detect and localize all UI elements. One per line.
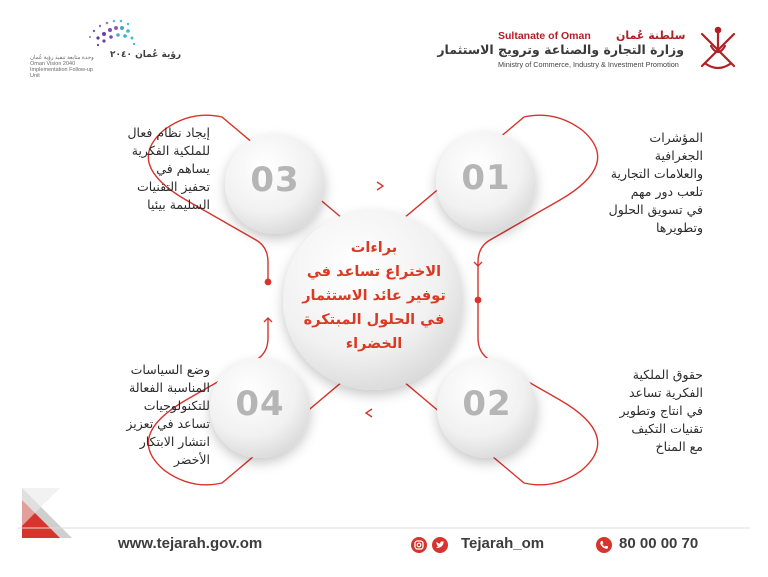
node-number-02: 02 xyxy=(462,384,512,424)
desc-line: انتشار الابتكار xyxy=(139,434,210,449)
desc-line: تحفيز التقنيات xyxy=(136,179,210,194)
ministry-name-ar-full: وزارة التجارة والصناعة وترويج الاستثمار xyxy=(437,42,684,57)
desc-line: وضع السياسات xyxy=(130,362,210,377)
node-description-04 xyxy=(80,361,210,469)
desc-line: يساهم في xyxy=(156,161,210,176)
desc-line: الأخضر xyxy=(173,452,210,467)
arrow-right-top xyxy=(377,182,383,190)
desc-line: للتكنولوجيات xyxy=(143,398,210,413)
desc-line: المناسبة الفعالة xyxy=(129,380,210,395)
arrow-left-bottom xyxy=(366,409,372,417)
ministry-name-en-short: Sultanate of Oman xyxy=(498,30,591,42)
instagram-icon[interactable] xyxy=(411,537,427,553)
node-description-03 xyxy=(80,124,210,214)
node-number-01: 01 xyxy=(461,158,511,198)
desc-line: حقوق الملكية xyxy=(632,367,703,382)
desc-line: الجغرافية xyxy=(654,148,703,163)
node-description-02 xyxy=(553,366,703,456)
desc-line: مع المناخ xyxy=(655,439,703,454)
desc-line: في انتاج وتطوير xyxy=(619,403,703,418)
desc-line: وتطويرها xyxy=(655,220,703,235)
corner-decoration xyxy=(22,488,72,538)
footer-website-link[interactable]: www.tejarah.gov.om xyxy=(118,535,263,552)
center-line: في الحلول المبتكرة xyxy=(303,312,445,328)
desc-line: تلعب دور مهم xyxy=(630,184,703,199)
center-line: الخضراء xyxy=(345,336,403,352)
node-description-01 xyxy=(553,129,703,237)
twitter-icon[interactable] xyxy=(432,537,448,553)
center-line: الاختراع تساعد في xyxy=(306,264,442,280)
desc-line: الفكرية تساعد xyxy=(628,385,703,400)
center-line: براءات xyxy=(350,240,398,256)
vision-2040-logo-graphic xyxy=(89,20,135,46)
node-number-03: 03 xyxy=(250,160,300,200)
desc-line: المؤشرات xyxy=(649,130,703,145)
desc-line: إيجاد نظام فعال xyxy=(127,125,210,140)
ministry-name-ar-short: سلطنة عُمان xyxy=(616,29,686,42)
ministry-name-en-full: Ministry of Commerce, Industry & Investment Promotion xyxy=(498,60,679,69)
node-number-04: 04 xyxy=(235,384,285,424)
phone-icon xyxy=(596,537,612,553)
vision-2040-logo-text: رؤية عُمان ٢٠٤٠ xyxy=(110,50,182,60)
desc-line: تقنيات التكيف xyxy=(631,421,703,436)
desc-line: والعلامات التجارية xyxy=(610,166,703,181)
vision-2040-logo-subtext: وحدة متابعة تنفيذ رؤية عُمان Oman Vision 2040 Implementation Follow-up Unit xyxy=(30,55,94,79)
footer-social-handle[interactable]: Tejarah_om xyxy=(461,535,545,552)
desc-line: السليمة بيئيا xyxy=(147,197,210,212)
desc-line: في تسويق الحلول xyxy=(608,202,703,217)
center-statement xyxy=(283,236,465,356)
center-line: توفير عائد الاستثمار xyxy=(302,288,446,304)
desc-line: تساعد في تعزيز xyxy=(126,416,210,431)
footer-phone-number[interactable]: 80 00 00 70 xyxy=(619,535,699,552)
desc-line: للملكية الفكرية xyxy=(131,143,210,158)
oman-emblem-icon xyxy=(702,28,734,68)
